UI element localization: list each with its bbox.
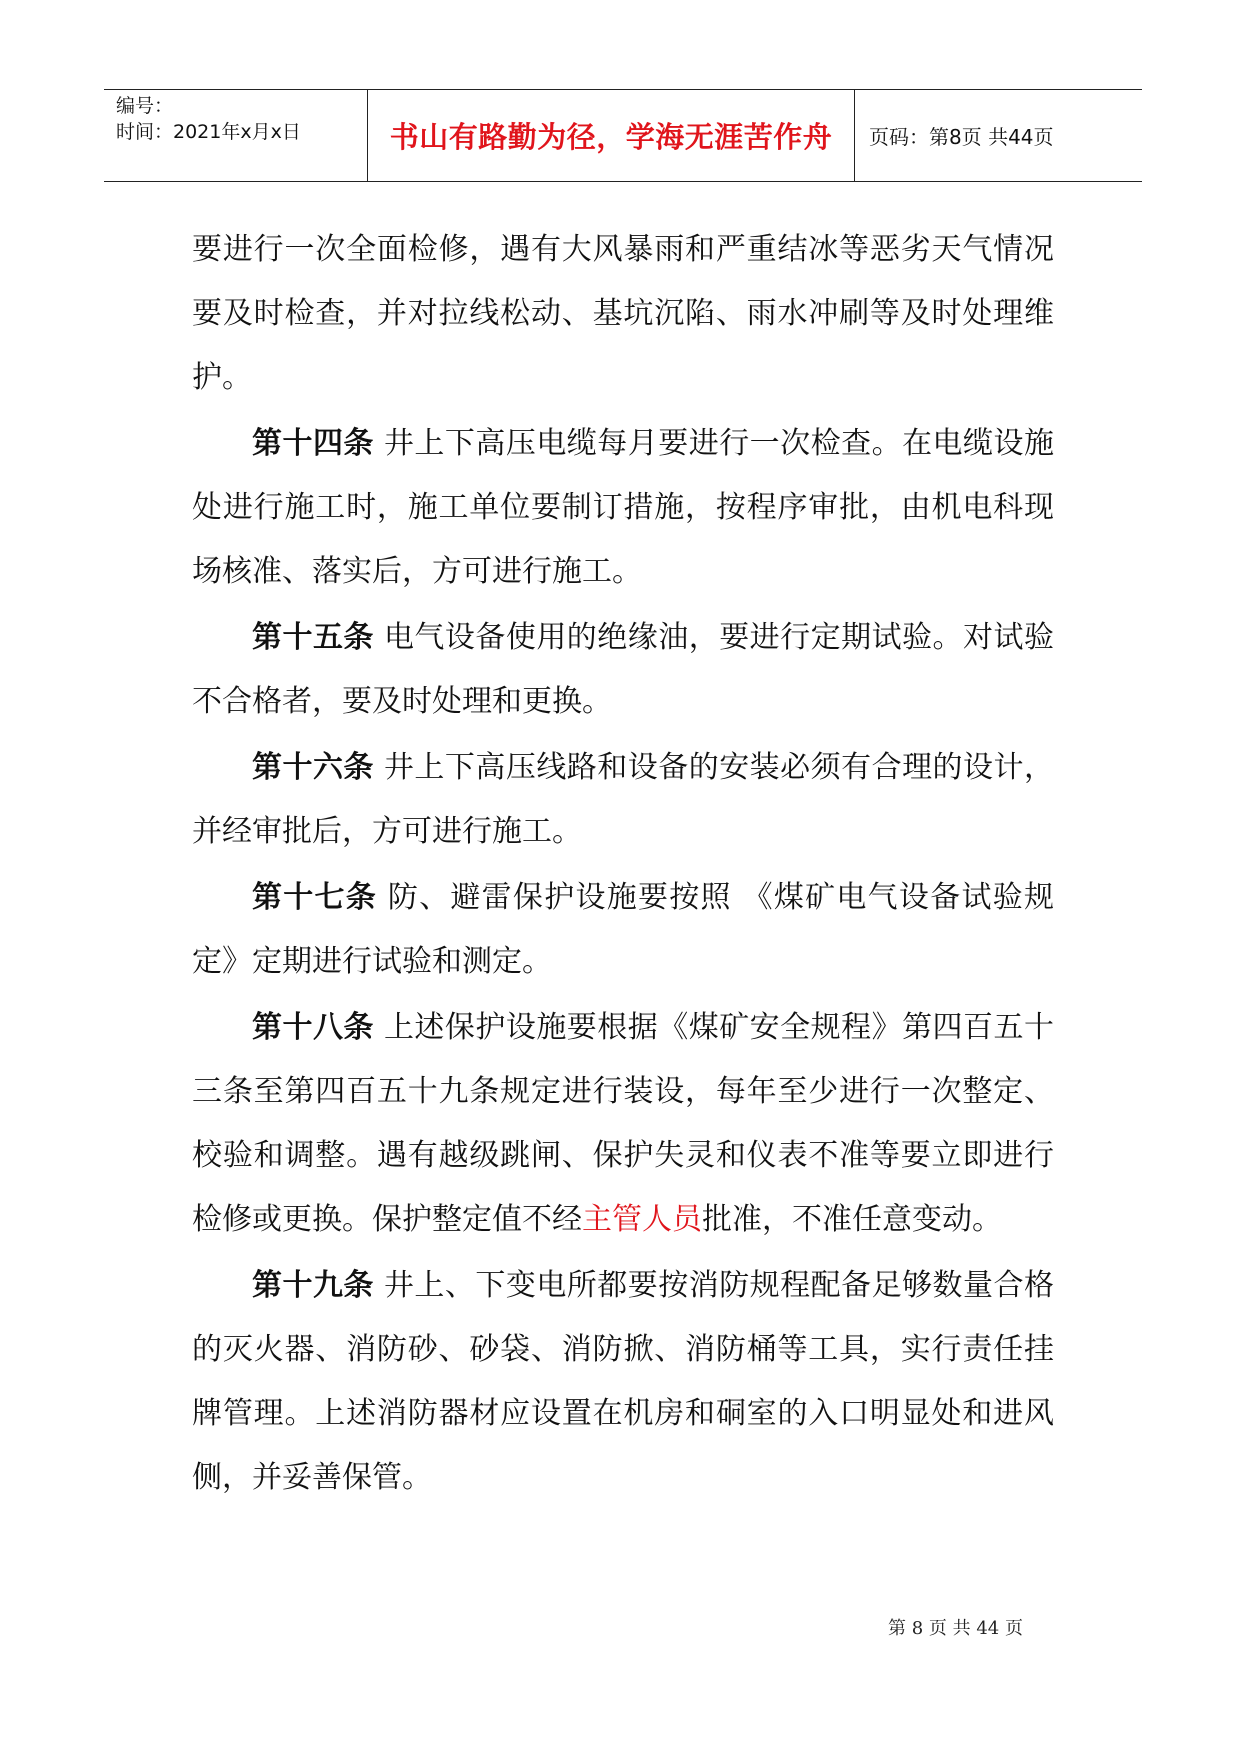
article-title: 第十八条 xyxy=(252,1010,374,1045)
article-text: 井上、下变电所都要按消防规程配备足够数量合格的灭火器、消防砂、砂袋、消防掀、消防桶等工具，实行责任挂牌管理。上述消防器材应设置在机房和硐室的入口明显处和进风侧，并妥善保管。 xyxy=(192,1268,1054,1495)
paragraph-continued xyxy=(192,218,1054,410)
document-body xyxy=(192,218,1054,1512)
article-text: 井上下高压电缆每月要进行一次检查。在电缆设施处进行施工时，施工单位要制订措施，按程序审批，由机电科现场核准、落实后，方可进行施工。 xyxy=(192,426,1054,589)
article-title: 第十四条 xyxy=(252,426,374,461)
article-17 xyxy=(192,866,1054,994)
article-19 xyxy=(192,1254,1054,1510)
article-title: 第十九条 xyxy=(252,1268,374,1303)
article-text: 电气设备使用的绝缘油，要进行定期试验。对试验不合格者，要及时处理和更换。 xyxy=(192,620,1054,719)
article-title: 第十六条 xyxy=(252,750,374,785)
article-text: 上述保护设施要根据《煤矿安全规程》第四百五十三条至第四百五十九条规定进行装设，每年至少进行一次整定、校验和调整。遇有越级跳闸、保护失灵和仪表不准等要立即进行检修或更换。保护整定值不经 xyxy=(192,1010,1054,1237)
document-time-label: 时间：2021年x月x日 xyxy=(116,121,301,143)
page-header xyxy=(104,89,1142,182)
article-text: 防、避雷保护设施要按照 《煤矿电气设备试验规定》定期进行试验和测定。 xyxy=(192,880,1054,979)
article-18 xyxy=(192,996,1054,1252)
paragraph-text: 要进行一次全面检修，遇有大风暴雨和严重结冰等恶劣天气情况要及时检查，并对拉线松动、基坑沉陷、雨水冲刷等及时处理维护。 xyxy=(192,232,1054,395)
header-motto: 书山有路勤为径，学海无涯苦作舟 xyxy=(389,120,833,154)
article-14 xyxy=(192,412,1054,604)
article-text: 井上下高压线路和设备的安装必须有合理的设计，并经审批后，方可进行施工。 xyxy=(192,750,1054,849)
article-text-end: 批准，不准任意变动。 xyxy=(702,1202,1002,1237)
article-15 xyxy=(192,606,1054,734)
document-number-label: 编号： xyxy=(116,95,174,117)
article-16 xyxy=(192,736,1054,864)
page-footer: 第 8 页 共 44 页 xyxy=(888,1618,1023,1639)
header-meta xyxy=(104,90,368,181)
header-page-info-cell xyxy=(855,90,1142,181)
header-motto-cell xyxy=(368,90,855,181)
article-title: 第十五条 xyxy=(252,620,374,655)
header-page-info: 页码：第8页 共44页 xyxy=(869,125,1054,149)
article-title: 第十七条 xyxy=(252,880,378,915)
highlighted-term: 主管人员 xyxy=(582,1202,702,1237)
